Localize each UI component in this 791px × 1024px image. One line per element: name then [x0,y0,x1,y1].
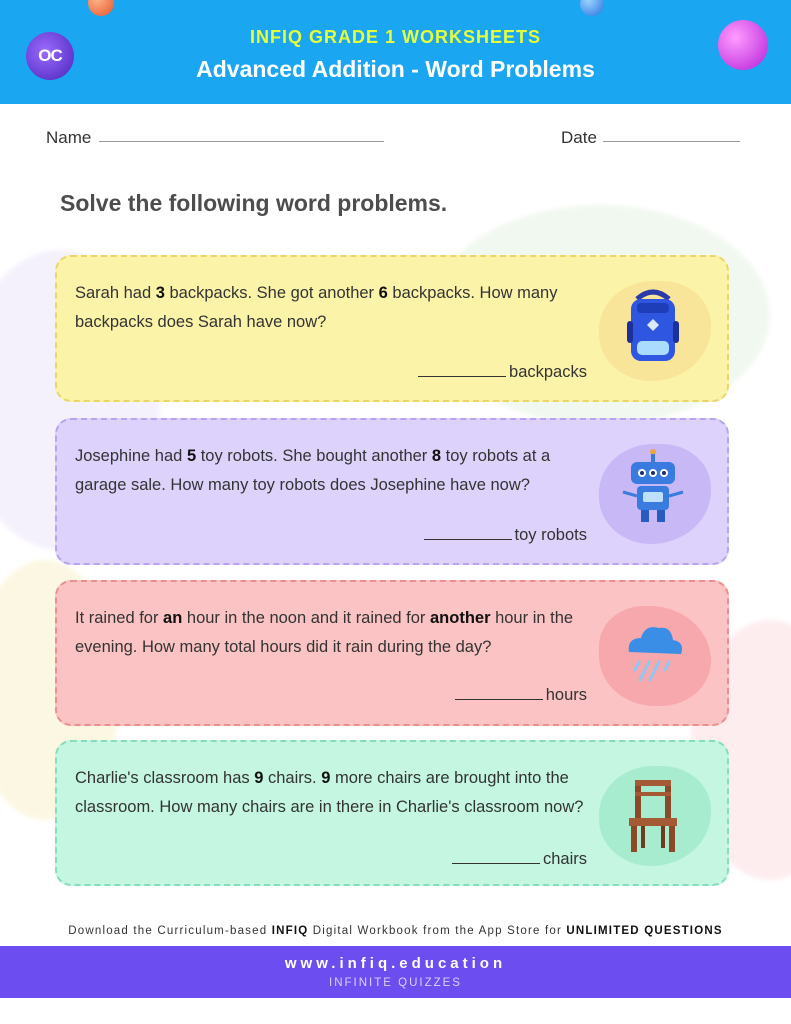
problem-card-backpacks [55,255,729,402]
problem-number: 6 [378,284,388,302]
problem-text: It rained for an hour in the noon and it rained for another hour in the evening. How many total hours did it rain during the day? [75,609,574,656]
brand-title: INFIQ GRADE 1 WORKSHEETS [249,27,542,47]
problem-number: another [429,609,491,627]
page-footer [0,946,791,998]
answer-unit: hours [545,686,587,704]
problem-text: Charlie's classroom has 9 chairs. 9 more chairs are brought into the classroom. How many chairs are in there in Charlie's classroom now? [75,769,584,816]
answer-line[interactable] [424,539,512,540]
problem-number: an [163,609,183,627]
answer-field[interactable] [452,850,587,869]
promo-cta: UNLIMITED QUESTIONS [566,925,723,937]
problem-card-chairs [55,740,729,886]
answer-unit: chairs [542,850,587,868]
logo-text: OC [38,46,62,65]
footer-url[interactable]: www.infiq.education [284,955,507,972]
problem-card-rain-hours [55,580,729,726]
chair-icon [591,762,715,870]
decorative-ball [88,0,114,16]
page-title: Advanced Addition - Word Problems [196,56,595,82]
backpack-icon [591,277,715,385]
answer-field[interactable] [418,363,587,382]
answer-field[interactable] [455,686,587,705]
answer-line[interactable] [455,699,543,700]
promo-brand: INFIQ [271,925,309,937]
problem-text: Sarah had 3 backpacks. She got another 6 backpacks. How many backpacks does Sarah have now? [75,284,558,331]
problem-number: 9 [254,769,264,787]
date-line[interactable] [603,141,740,142]
problem-text: Josephine had 5 toy robots. She bought another 8 toy robots at a garage sale. How many toy robots does Josephine have now? [75,447,551,494]
answer-unit: backpacks [509,363,587,381]
problem-number: 8 [431,447,442,465]
instruction-heading: Solve the following word problems. [60,190,448,216]
robot-icon [591,440,715,548]
answer-unit: toy robots [514,526,587,544]
name-line[interactable] [99,141,384,142]
promo-text: Download the Curriculum-based INFIQ Digital Workbook from the App Store for UNLIMITED QUESTIONS [68,925,723,937]
problem-number: 9 [321,769,331,787]
date-label: Date [561,128,597,147]
answer-line[interactable] [418,376,506,377]
problem-card-toy-robots [55,418,729,565]
answer-line[interactable] [452,863,540,864]
rain-cloud-icon [591,602,715,710]
answer-field[interactable] [424,526,587,545]
footer-tagline: INFINITE QUIZZES [329,977,462,989]
name-label: Name [46,128,92,147]
problem-number: 3 [155,284,165,302]
problem-number: 5 [186,447,197,465]
page-header [0,0,791,104]
decorative-ball [580,0,604,16]
